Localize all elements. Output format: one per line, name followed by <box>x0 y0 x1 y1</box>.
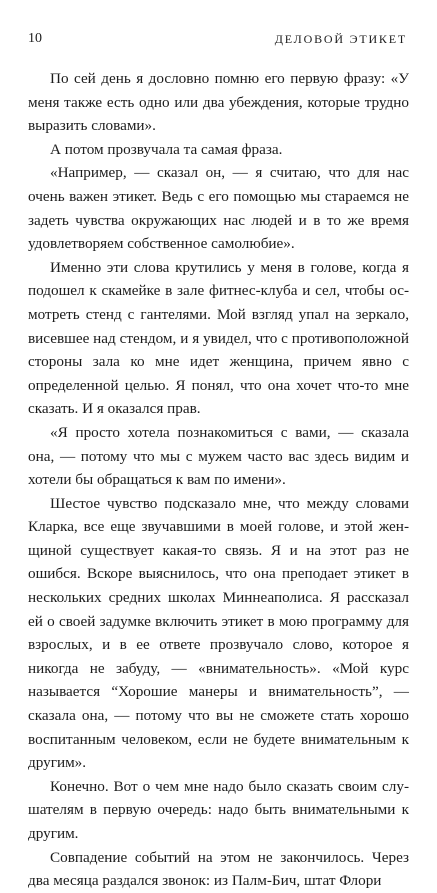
paragraph: Шестое чувство подсказало мне, что между словами Кларка, все еще звучавшими в моей голове, и этой женщиной существует какая-то связь. Я и на этот раз не ошибся. Вскоре выяснилось, что она преподает этикет в нескольких средних школах Миннеаполиса. Я рассказал ей о своей задумке включить этикет в мою программу для взрослых, и в ее ответе прозвучало слово, которое я никогда не забуду, — «внимательность». «Мой курс называется “Хорошие манеры и внимательность”, — сказала она, — потому что вы не сможете стать хорошо воспитанным человеком, если не будете внимательным к другим». <box>28 494 409 772</box>
body-text <box>28 67 409 893</box>
paragraph: Совпадение событий на этом не закончилось. Через два месяца раздался звонок: из Палм-Бич, штат Флори <box>28 848 409 890</box>
paragraph: Конечно. Вот о чем мне надо было сказать своим слушателям в первую очередь: надо быть внимательными к другим. <box>28 777 409 842</box>
paragraph: «Например, — сказал он, — я считаю, что для нас очень важен этикет. Ведь с его помощью мы стараемся не задеть чувства окружающих нас людей и в то же время удовлетворяем собственное самолюбие». <box>28 164 409 253</box>
page-number: 10 <box>28 31 42 46</box>
paragraph: По сей день я дословно помню его первую фразу: «У меня также есть одно или два убеждения, которые трудно выразить словами». <box>28 70 409 135</box>
paragraph: Именно эти слова крутились у меня в голове, когда я подошел к скамейке в зале фитнес-клуба и сел, чтобы осмотреть стенд с гантелями. Мой взгляд упал на зеркало, висевшее над стендом, и я увидел, что с противоположной стороны зала ко мне идет женщина, причем явно с определенной целью. Я понял, что она хочет что-то мне сказать. И я оказался прав. <box>28 258 409 418</box>
running-head: ДЕЛОВОЙ ЭТИКЕТ <box>274 32 407 46</box>
paragraph: «Я просто хотела познакомиться с вами, — сказала она, — потому что мы с мужем часто вас здесь видим и хотели бы обращаться к вам по имени». <box>28 423 409 489</box>
paragraph: А потом прозвучала та самая фраза. <box>50 140 283 158</box>
page-header <box>28 30 407 50</box>
